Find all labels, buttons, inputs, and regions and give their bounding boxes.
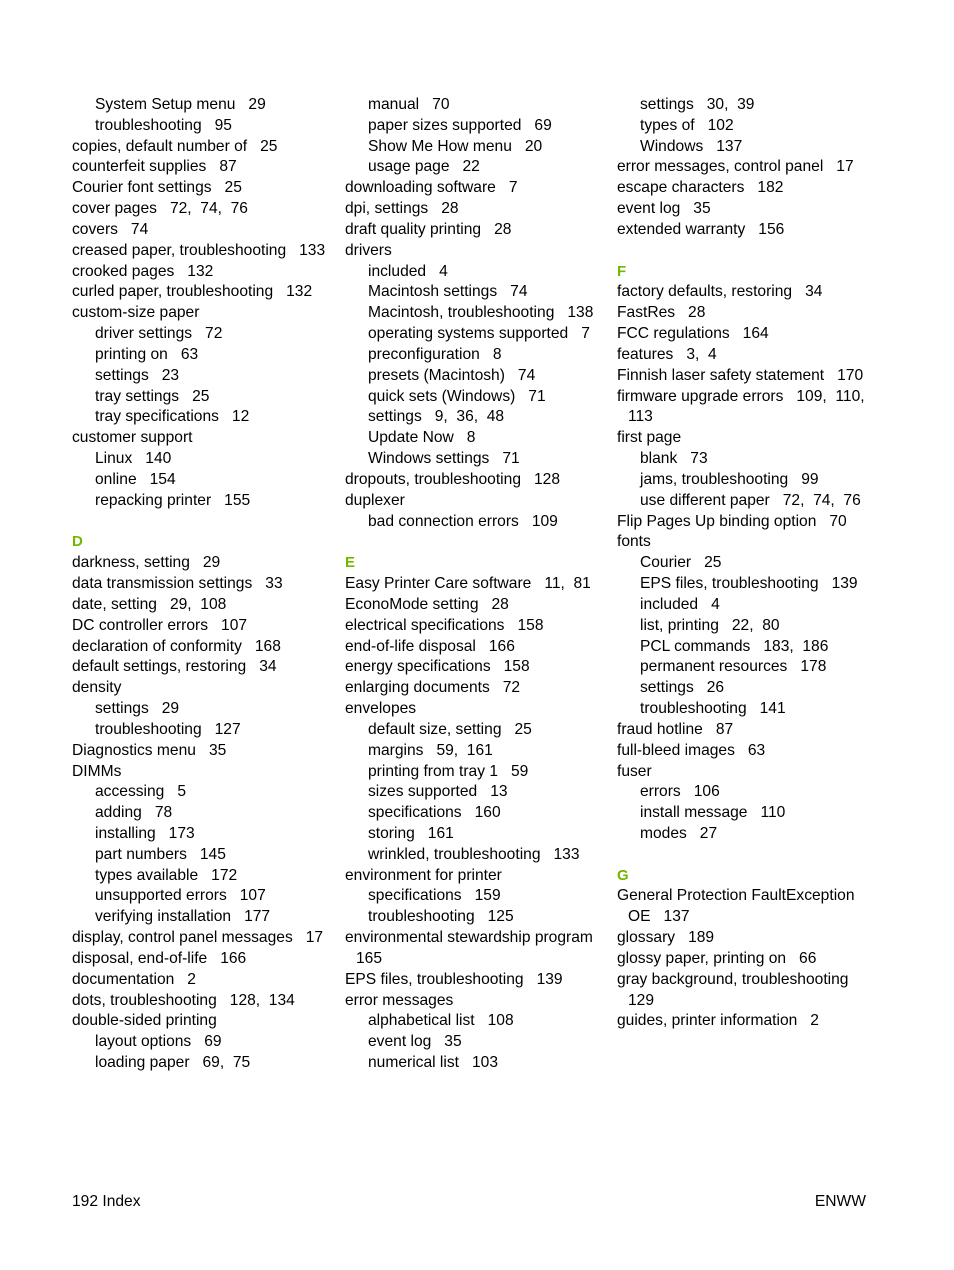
index-subentry: Windows 137 bbox=[640, 137, 743, 155]
index-entry: Courier font settings 25 bbox=[72, 179, 242, 197]
index-subentry: troubleshooting 95 bbox=[95, 116, 232, 134]
index-subentry: installing 173 bbox=[95, 824, 195, 842]
index-letter-heading: G bbox=[617, 866, 629, 884]
index-subentry: settings 23 bbox=[95, 366, 180, 384]
index-entry: cover pages 72, 74, 76 bbox=[72, 200, 248, 218]
index-subentry: layout options 69 bbox=[95, 1033, 222, 1051]
index-entry: counterfeit supplies 87 bbox=[72, 158, 237, 176]
index-subentry: install message 110 bbox=[640, 804, 786, 822]
index-entry: dropouts, troubleshooting 128 bbox=[345, 470, 561, 488]
index-entry: copies, default number of 25 bbox=[72, 137, 278, 155]
index-entry: electrical specifications 158 bbox=[345, 616, 544, 634]
index-subentry: presets (Macintosh) 74 bbox=[368, 366, 536, 384]
index-entry: default settings, restoring 34 bbox=[72, 658, 277, 676]
index-entry: features 3, 4 bbox=[617, 345, 717, 363]
index-subentry: default size, setting 25 bbox=[368, 720, 532, 738]
index-subentry: list, printing 22, 80 bbox=[640, 616, 780, 634]
index-subentry: Show Me How menu 20 bbox=[368, 137, 543, 155]
index-subentry: accessing 5 bbox=[95, 783, 187, 801]
index-subentry: System Setup menu 29 bbox=[95, 96, 266, 113]
index-entry: EPS files, troubleshooting 139 bbox=[345, 970, 563, 988]
index-subentry: repacking printer 155 bbox=[95, 491, 251, 509]
index-entry: display, control panel messages 17 bbox=[72, 929, 324, 947]
index-entry: covers 74 bbox=[72, 220, 149, 238]
index-entry: custom-size paper bbox=[72, 304, 200, 322]
index-subentry: operating systems supported 7 bbox=[368, 325, 590, 343]
index-subentry: margins 59, 161 bbox=[368, 741, 493, 759]
index-entry: fuser bbox=[617, 762, 652, 780]
index-entry: extended warranty 156 bbox=[617, 220, 785, 238]
index-entry: density bbox=[72, 679, 122, 697]
index-subentry: adding 78 bbox=[95, 804, 173, 822]
index-entry: full-bleed images 63 bbox=[617, 741, 766, 759]
index-entry: dpi, settings 28 bbox=[345, 200, 459, 218]
index-entry: Finnish laser safety statement 170 bbox=[617, 366, 864, 384]
index-entry: first page bbox=[617, 429, 682, 447]
index-subentry: usage page 22 bbox=[368, 158, 480, 176]
index-entry: glossy paper, printing on 66 bbox=[617, 949, 817, 967]
index-entry: date, setting 29, 108 bbox=[72, 595, 227, 613]
index-entry: fraud hotline 87 bbox=[617, 720, 734, 738]
footer-code: ENWW bbox=[814, 1193, 866, 1210]
index-entry: documentation 2 bbox=[72, 970, 196, 988]
index-entry: FastRes 28 bbox=[617, 304, 706, 322]
index-subentry: loading paper 69, 75 bbox=[95, 1054, 251, 1072]
index-entry: environment for printer bbox=[345, 866, 502, 884]
index-subentry: printing on 63 bbox=[95, 345, 199, 363]
index-subentry: tray specifications 12 bbox=[95, 408, 250, 426]
index-column-2 bbox=[345, 95, 607, 1074]
index-subentry: settings 9, 36, 48 bbox=[368, 408, 505, 426]
index-entry: declaration of conformity 168 bbox=[72, 637, 281, 655]
index-letter-heading: D bbox=[72, 533, 83, 551]
index-subentry: modes 27 bbox=[640, 824, 718, 842]
index-subentry: storing 161 bbox=[368, 824, 454, 842]
index-entry: glossary 189 bbox=[617, 929, 715, 947]
index-entry: Flip Pages Up binding option 70 bbox=[617, 512, 847, 530]
index-entry: gray background, troubleshooting 129 bbox=[617, 970, 862, 1009]
index-entry: error messages bbox=[345, 991, 454, 1009]
index-entry: disposal, end-of-life 166 bbox=[72, 949, 247, 967]
index-entry: data transmission settings 33 bbox=[72, 575, 283, 593]
index-subentry: manual 70 bbox=[368, 96, 450, 113]
index-entry: environmental stewardship program 165 bbox=[345, 929, 606, 967]
index-subentry: Macintosh, troubleshooting 138 bbox=[368, 304, 594, 322]
index-entry: darkness, setting 29 bbox=[72, 554, 221, 572]
index-subentry: bad connection errors 109 bbox=[368, 512, 558, 530]
index-subentry: settings 29 bbox=[95, 700, 180, 718]
index-subentry: alphabetical list 108 bbox=[368, 1012, 514, 1030]
index-subentry: event log 35 bbox=[368, 1033, 462, 1051]
index-subentry: settings 30, 39 bbox=[640, 96, 755, 113]
page-number: 192 bbox=[72, 1193, 99, 1210]
index-entry: drivers bbox=[345, 241, 392, 259]
index-entry: DIMMs bbox=[72, 762, 122, 780]
index-entry: General Protection FaultException OE 137 bbox=[617, 887, 859, 926]
index-subentry: blank 73 bbox=[640, 450, 708, 468]
index-entry: error messages, control panel 17 bbox=[617, 158, 854, 176]
index-entry: FCC regulations 164 bbox=[617, 325, 769, 343]
index-subentry: settings 26 bbox=[640, 679, 725, 697]
index-entry: creased paper, troubleshooting 133 bbox=[72, 241, 326, 259]
index-subentry: troubleshooting 125 bbox=[368, 908, 514, 926]
index-subentry: permanent resources 178 bbox=[640, 658, 827, 676]
index-subentry: specifications 160 bbox=[368, 804, 501, 822]
index-entry: double-sided printing bbox=[72, 1012, 217, 1030]
index-subentry: printing from tray 1 59 bbox=[368, 762, 529, 780]
index-entry: escape characters 182 bbox=[617, 179, 784, 197]
index-letter-heading: E bbox=[345, 554, 356, 572]
index-subentry: paper sizes supported 69 bbox=[368, 116, 552, 134]
index-subentry: tray settings 25 bbox=[95, 387, 210, 405]
index-subentry: Macintosh settings 74 bbox=[368, 283, 528, 301]
index-subentry: jams, troubleshooting 99 bbox=[640, 470, 819, 488]
index-entry: dots, troubleshooting 128, 134 bbox=[72, 991, 295, 1009]
index-column-1 bbox=[72, 95, 334, 1074]
index-entry: customer support bbox=[72, 429, 193, 447]
index-entry: Easy Printer Care software 11, 81 bbox=[345, 575, 591, 593]
index-entry: firmware upgrade errors 109, 110, 113 bbox=[617, 387, 874, 426]
index-entry: Diagnostics menu 35 bbox=[72, 741, 227, 759]
index-entry: envelopes bbox=[345, 700, 417, 718]
index-subentry: verifying installation 177 bbox=[95, 908, 271, 926]
index-subentry: part numbers 145 bbox=[95, 845, 226, 863]
index-entry: downloading software 7 bbox=[345, 179, 518, 197]
index-entry: crooked pages 132 bbox=[72, 262, 214, 280]
section-name: Index bbox=[102, 1193, 141, 1210]
index-entry: DC controller errors 107 bbox=[72, 616, 248, 634]
index-subentry: Linux 140 bbox=[95, 450, 172, 468]
index-entry: enlarging documents 72 bbox=[345, 679, 521, 697]
index-subentry: EPS files, troubleshooting 139 bbox=[640, 575, 858, 593]
index-entry: end-of-life disposal 166 bbox=[345, 637, 515, 655]
index-subentry: Update Now 8 bbox=[368, 429, 476, 447]
index-subentry: wrinkled, troubleshooting 133 bbox=[368, 845, 580, 863]
index-subentry: unsupported errors 107 bbox=[95, 887, 266, 905]
index-subentry: troubleshooting 127 bbox=[95, 720, 241, 738]
index-subentry: specifications 159 bbox=[368, 887, 501, 905]
index-subentry: Courier 25 bbox=[640, 554, 722, 572]
index-entry: EconoMode setting 28 bbox=[345, 595, 509, 613]
index-entry: guides, printer information 2 bbox=[617, 1012, 819, 1030]
index-subentry: types of 102 bbox=[640, 116, 734, 134]
index-entry: curled paper, troubleshooting 132 bbox=[72, 283, 313, 301]
index-subentry: included 4 bbox=[640, 595, 720, 613]
index-subentry: troubleshooting 141 bbox=[640, 700, 786, 718]
index-entry: fonts bbox=[617, 533, 651, 551]
index-subentry: driver settings 72 bbox=[95, 325, 223, 343]
index-subentry: Windows settings 71 bbox=[368, 450, 520, 468]
index-subentry: PCL commands 183, 186 bbox=[640, 637, 829, 655]
index-subentry: quick sets (Windows) 71 bbox=[368, 387, 546, 405]
index-subentry: errors 106 bbox=[640, 783, 720, 801]
index-entry: draft quality printing 28 bbox=[345, 220, 512, 238]
index-subentry: included 4 bbox=[368, 262, 448, 280]
index-subentry: numerical list 103 bbox=[368, 1054, 499, 1072]
index-subentry: online 154 bbox=[95, 470, 176, 488]
index-subentry: types available 172 bbox=[95, 866, 238, 884]
index-subentry: preconfiguration 8 bbox=[368, 345, 502, 363]
index-entry: event log 35 bbox=[617, 200, 711, 218]
index-subentry: sizes supported 13 bbox=[368, 783, 508, 801]
index-subentry: use different paper 72, 74, 76 bbox=[640, 491, 861, 509]
footer-left bbox=[72, 1192, 141, 1212]
index-letter-heading: F bbox=[617, 262, 627, 280]
index-entry: duplexer bbox=[345, 491, 405, 509]
index-column-3 bbox=[617, 95, 879, 1032]
index-entry: energy specifications 158 bbox=[345, 658, 530, 676]
index-entry: factory defaults, restoring 34 bbox=[617, 283, 823, 301]
